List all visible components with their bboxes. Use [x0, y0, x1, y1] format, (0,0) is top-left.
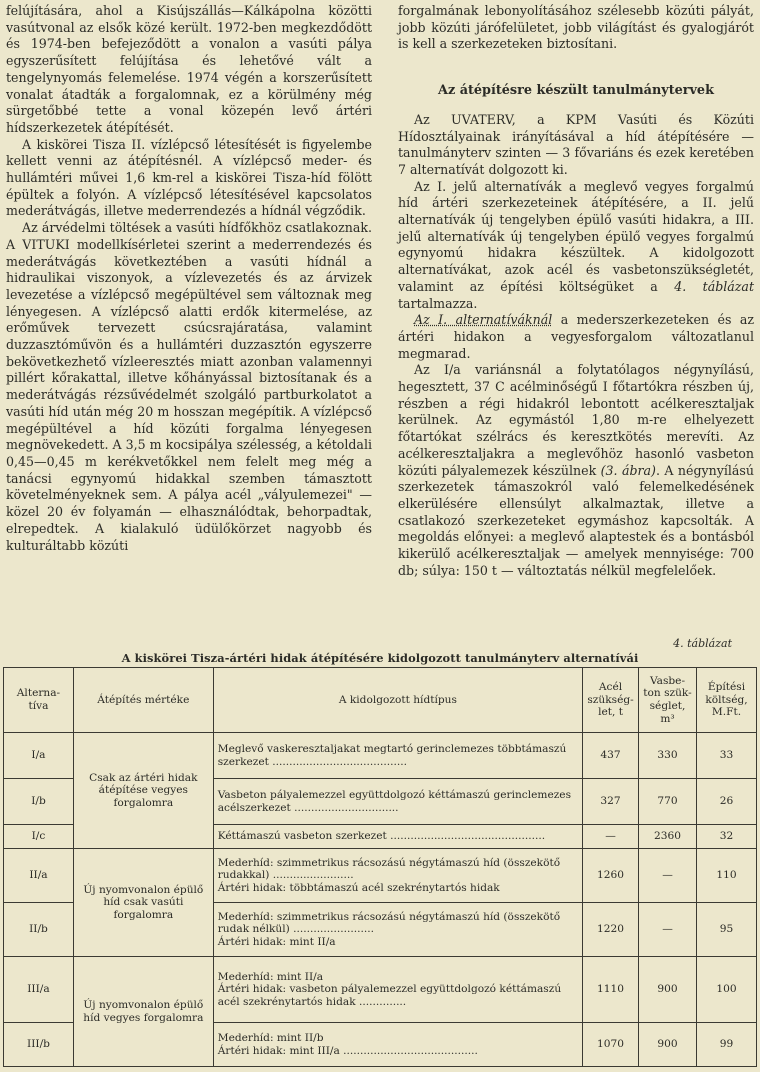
cost-cell: 33 — [696, 733, 756, 779]
column-header: Építési költség, M.Ft. — [696, 668, 756, 733]
alternative-cell: I/a — [4, 733, 74, 779]
paragraph: A kiskörei Tisza II. vízlépcső létesítését is figyelembe kellett venni az átépítésnél. A vízlépcső meder- és hullámtéri művei 1,6 km-rel a kiskörei Tisza-híd fölött épültek a folyón. A vízlépcső létesítésével kapcsolatos mederátvágás, illetve mederrendezés a hídnál végződik. — [6, 136, 372, 219]
steel-cell: 1070 — [583, 1023, 639, 1067]
scope-cell: Csak az ártéri hidak átépítése vegyes forgalomra — [73, 733, 213, 849]
emphasis: Az I. alternatíváknál — [414, 312, 553, 328]
concrete-cell: 900 — [639, 1023, 697, 1067]
bridge-type-cell: Mederhíd: mint II/b Ártéri hidak: mint III/a ........................................ — [213, 1023, 582, 1067]
text-run: tartalmazza. — [398, 295, 478, 311]
bridge-type-cell: Mederhíd: szimmetrikus rácsozású négytámaszú híd (összekötő rudak nélkül) ........................ Ártéri hidak: mint II/a — [213, 903, 582, 957]
cost-cell: 110 — [696, 849, 756, 903]
alternative-cell: II/a — [4, 849, 74, 903]
bridge-type-cell: Meglevő vaskeresztaljakat megtartó gerinclemezes többtámaszú szerkezet ........................................ — [213, 733, 582, 779]
concrete-cell: 900 — [639, 957, 697, 1023]
cost-cell: 100 — [696, 957, 756, 1023]
left-text-column — [6, 3, 372, 554]
text-run: Az I. jelű alternatívák a meglevő vegyes forgalmú híd ártéri szerkezeteinek átépítésére, a II. jelű alternatívák új tengelyben épülő vasúti hidakra, a III. jelű alternatívák új tengelyben épülő vegyes forgalmú egynyomú hidakra készültek. A kidolgozott alternatívákat, azok acél és vasbetonszükségletét, valamint az építési költségüket a — [398, 178, 754, 294]
concrete-cell: 330 — [639, 733, 697, 779]
column-header: Vasbe-ton szük-séglet, m³ — [639, 668, 697, 733]
column-header: Átépítés mértéke — [73, 668, 213, 733]
bridge-type-cell: Kéttámaszú vasbeton szerkezet .............................................. — [213, 825, 582, 849]
alternative-cell: I/b — [4, 779, 74, 825]
text-run: a mederszerkezeteken és az ártéri hidakon a vegyesforgalom változatlanul megmarad. — [398, 312, 754, 361]
alternatives-table — [3, 667, 757, 1067]
steel-cell: 1220 — [583, 903, 639, 957]
alternative-cell: II/b — [4, 903, 74, 957]
steel-cell: 1110 — [583, 957, 639, 1023]
scope-cell: Új nyomvonalon épülő híd csak vasúti forgalomra — [73, 849, 213, 957]
right-text-column — [398, 3, 754, 580]
paragraph: Az árvédelmi töltések a vasúti hídfőkhöz csatlakoznak. A VITUKI modellkísérletei szerint a mederrendezés és mederátvágás következtében a vasúti hídnál a hidraulikai viszonyok, a vízlevezetés és az árvizek levezetése a vízlépcső megépültével sem változnak meg lényegesen. A vízlépcső alatti erdők kitermelése, az erőművek tervezett csúcsrajáratása, valamint duzzasztóművön és a hullámtéri duzzasztón egyszerre bekövetkezhető vízleeresztés miatt azonban valamennyi pillért kőrakattal, illetve kőhányással biztosítanak és a mederátvágás rézsűvédelmét szolgáló partburkolatot a vasúti híd után még 20 m hosszan megépítik. A vízlépcső megépültével a híd közúti forgalma lényegesen megnövekedett. A 3,5 m kocsipálya szélesség, a kétoldali 0,45—0,45 m kerékvetőkkel nem felelt meg még a tanácsi egynyomú hidakkal szemben támasztott követelményeknek sem. A pálya acél „vályulemezei" — közel 20 év folyamán — elhasználódtak, behorpadtak, elrepedtek. A kialakuló üdülőkörzet nagyobb és kulturáltabb közúti — [6, 220, 372, 553]
concrete-cell: — — [639, 903, 697, 957]
column-header: A kidolgozott hídtípus — [213, 668, 582, 733]
bridge-type-cell: Mederhíd: szimmetrikus rácsozású négytámaszú híd (összekötő rudakkal) ........................ Ártéri hidak: többtámaszú acél szekrénytartós hidak — [213, 849, 582, 903]
cost-cell: 95 — [696, 903, 756, 957]
column-header: Alterna-tíva — [4, 668, 74, 733]
paragraph: forgalmának lebonyolításához szélesebb közúti pályát, jobb közúti járófelületet, jobb világítást és gyalogjárót is kell a szerkezeteken biztosítani. — [398, 3, 754, 52]
alternative-cell: III/b — [4, 1023, 74, 1067]
column-header: Acél szükség-let, t — [583, 668, 639, 733]
steel-cell: — — [583, 825, 639, 849]
scope-cell: Új nyomvonalon épülő híd vegyes forgalomra — [73, 957, 213, 1067]
alternative-cell: III/a — [4, 957, 74, 1023]
concrete-cell: — — [639, 849, 697, 903]
steel-cell: 437 — [583, 733, 639, 779]
table-row — [4, 733, 757, 779]
concrete-cell: 770 — [639, 779, 697, 825]
table-row — [4, 957, 757, 1023]
bridge-type-cell: Mederhíd: mint II/a Ártéri hidak: vasbeton pályalemezzel együttdolgozó kéttámaszú acél szekrénytartós hidak .............. — [213, 957, 582, 1023]
concrete-cell: 2360 — [639, 825, 697, 849]
table-title: A kiskörei Tisza-ártéri hidak átépítésére kidolgozott tanulmányterv alternatívái — [121, 651, 639, 665]
steel-cell: 327 — [583, 779, 639, 825]
paragraph: Az UVATERV, a KPM Vasúti és Közúti Hídosztályainak irányításával a híd átépítésére — tanulmányterv szinten — 3 fővariáns és ezek keretében 7 alternatívát dolgozott ki. — [398, 111, 754, 177]
text-run: Az I/a variánsnál a folytatólagos négynyílású, hegesztett, 37 C acélminőségű I főtartókra részben új, részben a régi hidakról lebontott acélkeresztaljak kerülnek. Az egymástól 1,80 m-re elhelyezett főtartókat szélrács és keresztkötés merevíti. Az acélkeresztaljakra a meglevőhöz hasonló vasbeton közúti pályalemezek készülnek — [398, 362, 754, 478]
paragraph — [398, 179, 754, 313]
table-row — [4, 849, 757, 903]
text-run: . A négynyílású szerkezetek támaszokról való felemelkedésének elkerülésére ellensúlyt alkalmaztak, illetve a csatlakozó szerkezeteket egymáshoz kapcsolták. A megoldás előnyei: a meglevő alaptestek és a bontásból kikerülő acélkeresztaljak — amelyek mennyisége: 700 db; súlya: 150 t — változtatás nélkül megfelelőek. — [398, 462, 754, 578]
bridge-type-cell: Vasbeton pályalemezzel együttdolgozó kéttámaszú gerinclemezes acélszerkezet ............................... — [213, 779, 582, 825]
table-number: 4. táblázat — [673, 637, 732, 650]
paragraph: felújítására, ahol a Kisújszállás—Kálkápolna közötti vasútvonal az elsők közé került. 1972-ben megkezdődött és 1974-ben befejeződött a vonalon a vasúti pálya egyszerűsített felújítása és lehetővé vált a tengelynyomás felemelése. 1974 végén a korszerűsített vonalat átadták a forgalomnak, ez a körülmény még sürgetőbbé tette a vonal közepén levő ártéri hídszerkezetek átépítését. — [6, 3, 372, 135]
steel-cell: 1260 — [583, 849, 639, 903]
table-header-row — [4, 668, 757, 733]
cost-cell: 99 — [696, 1023, 756, 1067]
alternative-cell: I/c — [4, 825, 74, 849]
table-reference: 4. táblázat — [674, 278, 755, 294]
cost-cell: 26 — [696, 779, 756, 825]
section-heading: Az átépítésre készült tanulmánytervek — [438, 83, 714, 99]
figure-reference: (3. ábra) — [600, 462, 656, 478]
paragraph — [398, 312, 754, 362]
paragraph — [398, 362, 754, 579]
cost-cell: 32 — [696, 825, 756, 849]
